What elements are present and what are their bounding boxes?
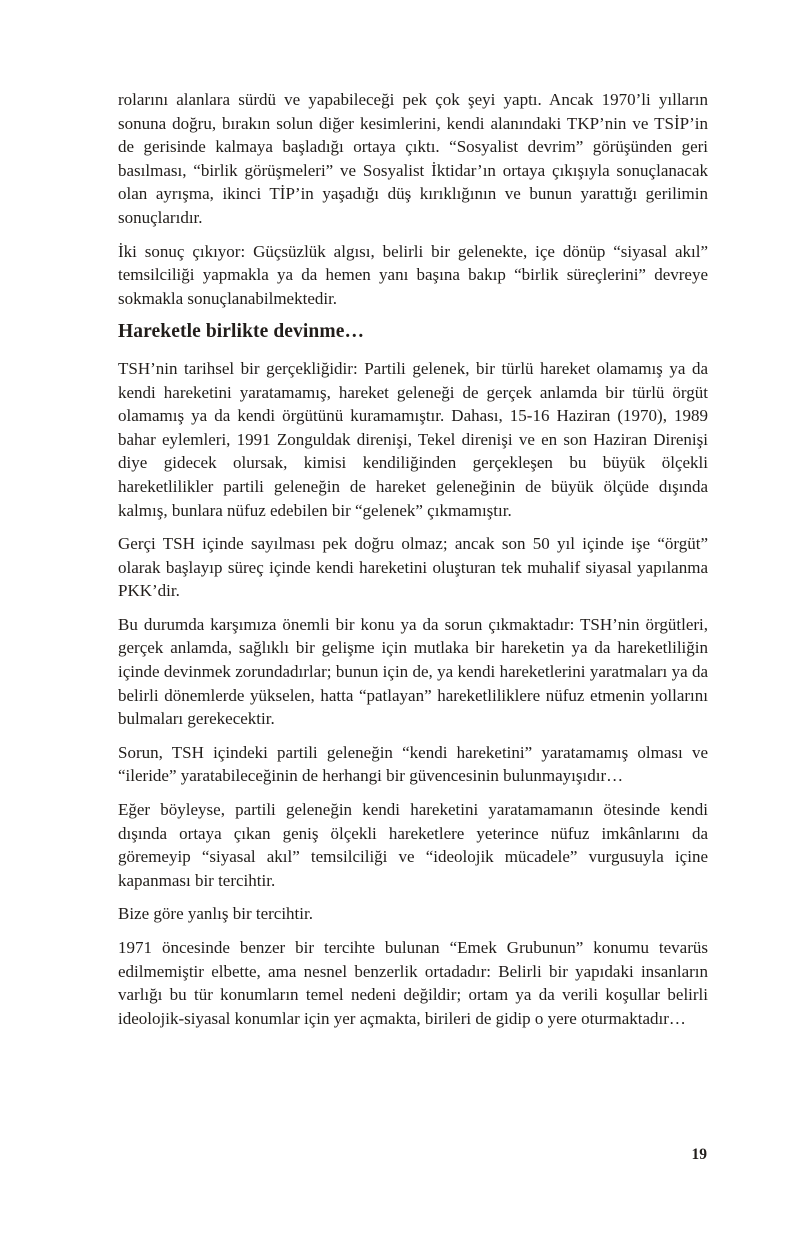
paragraph: Eğer böyleyse, partili geleneğin kendi hareketini yaratamamanın ötesinde kendi dışında ortaya çıkan geniş ölçekli hareketlere yeterince nüfuz imkânlarını da göremeyip “siyasal akıl” temsilciliği ve “ideolojik mücadele” vurgusuyla içine kapanması bir tercihtir. [118,800,708,890]
paragraph: rolarını alanlara sürdü ve yapabileceği pek çok şeyi yaptı. Ancak 1970’li yılların sonuna doğru, bırakın solun diğer kesimlerini, kendi alanındaki TKP’nin ve TSİP’in de gerisinde kalmaya başladığı ortaya çıktı. “Sosyalist devrim” görüşünden geri basılması, “birlik görüşmeleri” ve Sosyalist İktidar’ın ortaya çıkışıyla sonuçlanacak olan ayrışma, ikinci TİP’in yaşadığı düş kırıklığının ve bunun yarattığı gerilimin sonuçlarıdır. [118,90,708,227]
paragraph: Bize göre yanlış bir tercihtir. [118,904,313,924]
paragraph: Sorun, TSH içindeki partili geleneğin “kendi hareketini” yaratamamış olması ve “ileride” yaratabileceğinin de herhangi bir güvencesinin bulunmayışıdır… [118,742,708,786]
paragraph: Gerçi TSH içinde sayılması pek doğru olmaz; ancak son 50 yıl içinde işe “örgüt” olarak başlayıp süreç içinde kendi hareketini oluşturan tek muhalif siyasal yapılanma PKK’dir. [118,534,708,601]
paragraph: Bu durumda karşımıza önemli bir konu ya da sorun çıkmaktadır: TSH’nin örgütleri, gerçek anlamda, sağlıklı bir gelişme için mutlaka bir hareketin ya da hareketliliğin içinde devinmek zorundadırlar; bunun için de, ya kendi hareketlerini yaratmaları ya da belirli dönemlerde yükselen, hatta “patlayan” hareketliliklere nüfuz etmenin yollarını bulmaları gerekecektir. [118,614,708,729]
text-block [118,88,708,1040]
paragraph: TSH’nin tarihsel bir gerçekliğidir: Partili gelenek, bir türlü hareket olamamış ya da kendi hareketini yaratamamış, hareket geleneği de gerçek anlamda bir türlü örgüt olamamış ya da kendi örgütünü kuramamıştır. Dahası, 15-16 Haziran (1970), 1989 bahar eylemleri, 1991 Zonguldak direnişi, Tekel direnişi ve en son Haziran Direnişi diye gidecek olursak, kimisi kendiliğinden gerçekleşen bu büyük ölçekli hareketlilikler partili geleneğin de hareket geleneğinin de büyük ölçüde dışında kalmış, bunlara nüfuz edebilen bir “gelenek” çıkmamıştır. [118,358,708,520]
paragraph: 1971 öncesinde benzer bir tercihte bulunan “Emek Grubunun” konumu tevarüs edilmemiştir elbette, ama nesnel benzerlik ortadadır: Belirli bir yapıdaki insanların varlığı bu tür konumların temel nedeni değildir; ortam ya da verili koşullar belirli ideolojik-siyasal konumlar için yer açmakta, birileri de gidip o yere oturmaktadır… [118,938,708,1028]
page-number: 19 [691,1146,707,1163]
paragraph: İki sonuç çıkıyor: Güçsüzlük algısı, belirli bir gelenekte, içe dönüp “siyasal akıl” temsilciliği yapmakla ya da hemen yanı başına bakıp “birlik süreçlerini” devreye sokmakla sonuçlanabilmektedir. [118,241,708,308]
section-heading: Hareketle birlikte devinme… [118,321,365,343]
